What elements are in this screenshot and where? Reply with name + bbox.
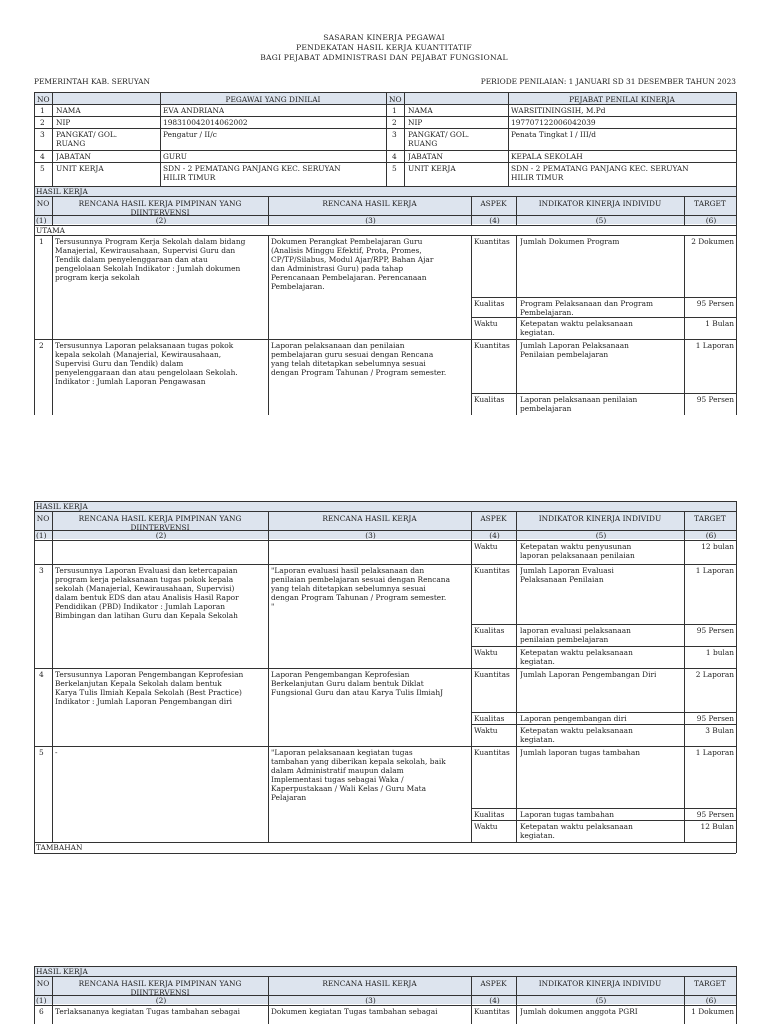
column-header: RENCANA HASIL KERJA PIMPINAN YANG DIINTERVENSI [78, 979, 242, 997]
aspect-line [471, 297, 736, 298]
task-2-aspect: Kuantitas [474, 341, 510, 350]
identity-col-line [34, 92, 35, 186]
row-bottom-line [34, 564, 736, 565]
identity-col-line [404, 92, 405, 186]
task-1-indicator: Jumlah Dokumen Program [520, 237, 620, 246]
row-col-line [684, 339, 685, 415]
task-3-work-plan: "Laporan evaluasi hasil pelaksanaan dan penilaian pembelajaran sesuai dengan Rencana yang telah ditetapkan sebelumnya sesuai dengan Program Tahunan / Program semester. " [271, 566, 450, 611]
column-number: (1) [36, 996, 47, 1005]
column-number: (3) [365, 216, 376, 225]
identity-row-line [34, 104, 736, 105]
row-col-line [516, 540, 517, 564]
identity-row-line [34, 116, 736, 117]
identity-col-line [52, 92, 53, 186]
aspect-line [471, 808, 736, 809]
section-title-hasil-kerja: HASIL KERJA [36, 967, 88, 976]
appraiser-name: WARSITININGSIH, M.Pd [511, 106, 606, 115]
header-line [34, 540, 736, 541]
task-3-aspect: Waktu [474, 648, 498, 657]
task-6-number: 6 [39, 1007, 44, 1016]
row-col-line [34, 339, 35, 415]
column-header: RENCANA HASIL KERJA [322, 514, 417, 523]
task-4-target: 95 Persen [696, 714, 734, 723]
task-3-leader-target: Tersusunnya Laporan Evaluasi dan ketercapaian program kerja pelaksanaan tugas pokok kepala sekolah (Manajerial, Kewirausahaan, Supervisi) dalam bentuk EDS dan atau Analisis Hasil Rapor Pendidikan (PBD) Indikator : Jumlah Laporan Bimbingan dan latihan Guru dan Kepala Sekolah [55, 566, 239, 620]
column-number: (3) [365, 531, 376, 540]
task-5-leader-target: - [55, 748, 58, 757]
task-3-aspect: Kuantitas [474, 566, 510, 575]
column-header: RENCANA HASIL KERJA PIMPINAN YANG DIINTERVENSI [78, 199, 242, 217]
row-col-line [268, 339, 269, 415]
row-col-line [736, 668, 737, 746]
column-header: RENCANA HASIL KERJA [322, 199, 417, 208]
task-3-indicator: Jumlah Laporan Evaluasi Pelaksanaan Penilaian [520, 566, 614, 584]
table-top-line [34, 966, 736, 967]
row-col-line [34, 746, 35, 842]
task-3-target: 1 Laporan [695, 566, 734, 575]
row-col-line [516, 235, 517, 339]
task-1-leader-target: Tersusunnya Program Kerja Sekolah dalam bidang Manajerial, Kewirausahaan, Supervisi Guru dan Tendik dalam penyelenggaraan dan atau pengelolaan Sekolah Indikator : Jumlah dokumen program kerja sekolah [55, 237, 246, 282]
identity-row-number: 2 [40, 118, 45, 127]
table-border [736, 225, 737, 235]
header-shading [34, 966, 736, 976]
doc-title-line2: PENDEKATAN HASIL KERJA KUANTITATIF [296, 43, 472, 52]
identity-col-line [736, 92, 737, 186]
task-1-aspect: Waktu [474, 319, 498, 328]
column-number: (4) [489, 216, 500, 225]
identity-row-number-right: 2 [392, 118, 397, 127]
row-col-line [34, 540, 35, 564]
task-2-indicator: Laporan pelaksanaan penilaian pembelajaran [520, 395, 638, 413]
column-header: INDIKATOR KINERJA INDIVIDU [538, 199, 662, 208]
table-border [736, 186, 737, 225]
column-header: RENCANA HASIL KERJA [322, 979, 417, 988]
row-col-line [268, 564, 269, 668]
task-4-target: 3 Bulan [705, 726, 734, 735]
column-number: (1) [36, 531, 47, 540]
task-3-indicator: laporan evaluasi pelaksanaan penilaian pembelajaran [520, 626, 631, 644]
identity-row-line [34, 92, 736, 93]
task-1-aspect: Kualitas [474, 299, 505, 308]
identity-right-title: PEJABAT PENILAI KINERJA [569, 95, 675, 104]
section-title-hasil-kerja: HASIL KERJA [36, 502, 88, 511]
column-header: ASPEK [480, 199, 507, 208]
aspect-line [471, 317, 736, 318]
row-col-line [52, 339, 53, 415]
task-4-indicator: Ketepatan waktu pelaksanaan kegiatan. [520, 726, 633, 744]
task-2-number: 2 [39, 341, 44, 350]
row-col-line [471, 564, 472, 668]
identity-field-label: NIP [56, 118, 71, 127]
task-4-target: 2 Laporan [695, 670, 734, 679]
task-2-target: 1 Laporan [695, 341, 734, 350]
header-shading [34, 186, 736, 196]
row-col-line [471, 746, 472, 842]
column-header: ASPEK [480, 514, 507, 523]
task-5-target: 12 Bulan [700, 822, 734, 831]
row-col-line [52, 540, 53, 564]
aspect-line [471, 646, 736, 647]
section-utama: UTAMA [36, 226, 65, 235]
column-header: INDIKATOR KINERJA INDIVIDU [538, 979, 662, 988]
row-col-line [736, 1005, 737, 1024]
task-6-leader-target: Terlaksananya kegiatan Tugas tambahan sebagai [55, 1007, 240, 1016]
identity-col-line [508, 92, 509, 186]
task-3-indicator: Ketepatan waktu pelaksanaan kegiatan. [520, 648, 633, 666]
row-col-line [268, 235, 269, 339]
task-5-indicator: Ketepatan waktu pelaksanaan kegiatan. [520, 822, 633, 840]
task-4-leader-target: Tersusunnya Laporan Pengembangan Keprofesian Berkelanjutan Kepala Sekolah dalam bentuk Karya Tulis Ilmiah Kepala Sekolah (Best Practice) Indikator : Jumlah Laporan Pengembangan diri [55, 670, 244, 706]
header-line [34, 225, 736, 226]
appraiser-rank: Penata Tingkat I / III/d [511, 130, 596, 139]
identity-field-label: PANGKAT/ GOL. RUANG [56, 130, 118, 148]
aspect-line [471, 820, 736, 821]
task-3-target: 1 bulan [705, 648, 734, 657]
task-2-leader-target: Tersusunnya Laporan pelaksanaan tugas pokok kepala sekolah (Manajerial, Kewirausahaan, Supervisi Guru dan Tendik) dalam penyelenggaraan dan atau pengelolaan Sekolah. Indikator : Jumlah Laporan Pengawasan [55, 341, 238, 386]
column-number: (1) [36, 216, 47, 225]
row-col-line [268, 540, 269, 564]
column-number: (2) [155, 996, 167, 1005]
task-3-number: 3 [39, 566, 44, 575]
task-1-work-plan: Dokumen Perangkat Pembelajaran Guru (Analisis Minggu Efektif, Prota, Promes, CP/TP/Silabus, Modul Ajar/RPP, Bahan Ajar dan Administrasi Guru) pada tahap Perencanaan Pembelajaran. Perencanaan Pembelajaran. [271, 237, 434, 291]
task-5-aspect: Waktu [474, 822, 498, 831]
row-col-line [684, 540, 685, 564]
appraiser-unit: SDN - 2 PEMATANG PANJANG KEC. SERUYAN HILIR TIMUR [511, 164, 689, 182]
row-col-line [52, 564, 53, 668]
row-col-line [52, 235, 53, 339]
row-col-line [52, 668, 53, 746]
row-bottom-line [34, 842, 736, 843]
row-col-line [736, 540, 737, 564]
appraisee-position: GURU [163, 152, 187, 161]
row-col-line [52, 1005, 53, 1024]
aspect-line [471, 712, 736, 713]
column-number: (5) [595, 531, 607, 540]
column-header: NO [36, 199, 50, 208]
task-5-aspect: Kuantitas [474, 748, 510, 757]
task-1-number: 1 [39, 237, 44, 246]
table-top-line [34, 501, 736, 502]
identity-field-label-right: PANGKAT/ GOL. RUANG [408, 130, 470, 148]
row-col-line [34, 1005, 35, 1024]
appraisee-rank: Pengatur / II/c [163, 130, 217, 139]
row-col-line [736, 564, 737, 668]
row-col-line [684, 235, 685, 339]
row-col-line [268, 746, 269, 842]
task-2-target: 95 Persen [696, 395, 734, 404]
identity-field-label-right: JABATAN [408, 152, 443, 161]
aspect-line [471, 624, 736, 625]
task-6-aspect: Kuantitas [474, 1007, 510, 1016]
utama-line [34, 235, 736, 236]
row-col-line [268, 1005, 269, 1024]
row-col-line [34, 668, 35, 746]
identity-left-title: PEGAWAI YANG DINILAI [225, 95, 321, 104]
column-header: INDIKATOR KINERJA INDIVIDU [538, 514, 662, 523]
period-label: PERIODE PENILAIAN: 1 JANUARI SD 31 DESEMBER TAHUN 2023 [480, 77, 736, 86]
row-col-line [268, 668, 269, 746]
column-number: (5) [595, 996, 607, 1005]
organization-label: PEMERINTAH KAB. SERUYAN [34, 77, 150, 86]
header-line [34, 976, 736, 977]
task-3-target: 95 Persen [696, 626, 734, 635]
row-col-line [471, 235, 472, 339]
task-6-target: 1 Dokumen [691, 1007, 734, 1016]
table-top-line [34, 186, 736, 187]
column-header: TARGET [694, 979, 726, 988]
table-bottom-line [34, 853, 736, 854]
doc-title-line1: SASARAN KINERJA PEGAWAI [323, 33, 445, 42]
identity-row-number-right: 1 [392, 106, 397, 115]
row-col-line [34, 564, 35, 668]
column-number: (3) [365, 996, 376, 1005]
column-header: TARGET [694, 199, 726, 208]
column-number: (6) [705, 996, 717, 1005]
identity-row-number: 1 [40, 106, 45, 115]
task-1-indicator: Ketepatan waktu pelaksanaan kegiatan. [520, 319, 633, 337]
identity-field-label-right: NIP [408, 118, 423, 127]
task-6-indicator: Jumlah dokumen anggota PGRI [520, 1007, 638, 1016]
table-border [34, 842, 35, 853]
row-col-line [684, 668, 685, 746]
appraiser-nip: 197707122006042039 [511, 118, 596, 127]
row-col-line [684, 564, 685, 668]
identity-field-label-right: UNIT KERJA [408, 164, 456, 173]
identity-field-label: NAMA [56, 106, 81, 115]
header-line [34, 196, 736, 197]
column-number: (2) [155, 216, 167, 225]
identity-row-number-right: 3 [392, 130, 397, 139]
identity-row-number-right: 4 [392, 152, 397, 161]
identity-field-label: JABATAN [56, 152, 91, 161]
column-number: (2) [155, 531, 167, 540]
identity-row-number: 3 [40, 130, 45, 139]
row-col-line [684, 1005, 685, 1024]
row-col-line [516, 1005, 517, 1024]
appraisee-unit: SDN - 2 PEMATANG PANJANG KEC. SERUYAN HILIR TIMUR [163, 164, 341, 182]
task-5-indicator: Laporan tugas tambahan [520, 810, 614, 819]
identity-no-header: NO [37, 95, 50, 104]
column-number: (6) [705, 216, 717, 225]
column-number: (5) [595, 216, 607, 225]
task-5-target: 95 Persen [696, 810, 734, 819]
column-number: (4) [489, 531, 500, 540]
identity-col-line [160, 92, 161, 186]
identity-row-line [34, 162, 736, 163]
task-5-number: 5 [39, 748, 44, 757]
column-number: (6) [705, 531, 717, 540]
task-1-target: 2 Dokumen [691, 237, 734, 246]
row-col-line [471, 668, 472, 746]
identity-row-number: 5 [40, 164, 45, 173]
row-col-line [34, 235, 35, 339]
task-2-aspect: Kualitas [474, 395, 505, 404]
header-shading [34, 501, 736, 511]
appraiser-position: KEPALA SEKOLAH [511, 152, 583, 161]
task-4-number: 4 [39, 670, 44, 679]
table-border [736, 501, 737, 540]
identity-row-line [34, 128, 736, 129]
doc-title-line3: BAGI PEJABAT ADMINISTRASI DAN PEJABAT FUNGSIONAL [260, 53, 508, 62]
task-2-target-cont: 12 bulan [701, 542, 734, 551]
row-col-line [516, 746, 517, 842]
aspect-line [471, 724, 736, 725]
row-col-line [471, 339, 472, 415]
task-4-indicator: Jumlah Laporan Pengembangan Diri [520, 670, 657, 679]
task-4-aspect: Kualitas [474, 714, 505, 723]
row-col-line [471, 1005, 472, 1024]
header-line [34, 511, 736, 512]
identity-no-header-right: NO [389, 95, 402, 104]
task-4-indicator: Laporan pengembangan diri [520, 714, 627, 723]
identity-field-label-right: NAMA [408, 106, 433, 115]
row-col-line [516, 668, 517, 746]
task-5-target: 1 Laporan [695, 748, 734, 757]
row-col-line [736, 339, 737, 415]
task-1-aspect: Kuantitas [474, 237, 510, 246]
task-2-work-plan: Laporan pelaksanaan dan penilaian pembelajaran guru sesuai dengan Rencana yang telah ditetapkan sebelumnya sesuai dengan Program Tahunan / Program semester. [271, 341, 447, 377]
column-header: NO [36, 979, 50, 988]
section-title-hasil-kerja: HASIL KERJA [36, 187, 88, 196]
column-header: TARGET [694, 514, 726, 523]
task-1-indicator: Program Pelaksanaan dan Program Pembelajaran. [520, 299, 654, 317]
task-5-aspect: Kualitas [474, 810, 505, 819]
task-2-indicator: Jumlah Laporan Pelaksanaan Penilaian pembelajaran [520, 341, 629, 359]
task-6-work-plan: Dokumen kegiatan Tugas tambahan sebagai [271, 1007, 438, 1016]
row-col-line [52, 746, 53, 842]
identity-col-line [386, 92, 387, 186]
identity-row-number-right: 5 [392, 164, 397, 173]
task-4-aspect: Waktu [474, 726, 498, 735]
table-border [736, 966, 737, 1005]
row-col-line [516, 339, 517, 415]
appraisee-name: EVA ANDRIANA [163, 106, 225, 115]
column-header: NO [36, 514, 50, 523]
row-col-line [736, 235, 737, 339]
task-3-aspect: Kualitas [474, 626, 505, 635]
row-bottom-line [34, 746, 736, 747]
task-4-work-plan: Laporan Pengembangan Keprofesian Berkelanjutan Guru dalam bentuk Diklat Fungsional Guru dan atau Karya Tulis IlmiahJ [271, 670, 444, 697]
column-header: RENCANA HASIL KERJA PIMPINAN YANG DIINTERVENSI [78, 514, 242, 532]
task-1-target: 95 Persen [696, 299, 734, 308]
identity-row-number: 4 [40, 152, 45, 161]
column-number: (4) [489, 996, 500, 1005]
task-2-indicator-cont: Ketepatan waktu penyusunan laporan pelaksanaan penilaian [520, 542, 635, 560]
table-border [736, 842, 737, 853]
row-col-line [736, 746, 737, 842]
identity-row-line [34, 150, 736, 151]
appraisee-nip: 198310042014062002 [163, 118, 248, 127]
header-line [34, 1005, 736, 1006]
task-5-indicator: Jumlah laporan tugas tambahan [520, 748, 641, 757]
section-tambahan: TAMBAHAN [36, 843, 83, 852]
task-1-target: 1 Bulan [705, 319, 734, 328]
row-bottom-line [34, 668, 736, 669]
task-5-work-plan: "Laporan pelaksanaan kegiatan tugas tambahan yang diberikan kepala sekolah, baik dalam Administratif maupun dalam Implementasi tugas sebagai Waka / Kaperpustakaan / Wali Kelas / Guru Mata Pelajaran [271, 748, 446, 802]
identity-field-label: UNIT KERJA [56, 164, 104, 173]
row-bottom-line [34, 339, 736, 340]
task-2-aspect-cont: Waktu [474, 542, 498, 551]
task-4-aspect: Kuantitas [474, 670, 510, 679]
table-border [34, 225, 35, 235]
row-col-line [684, 746, 685, 842]
column-header: ASPEK [480, 979, 507, 988]
row-col-line [471, 540, 472, 564]
row-col-line [516, 564, 517, 668]
aspect-line [471, 393, 736, 394]
